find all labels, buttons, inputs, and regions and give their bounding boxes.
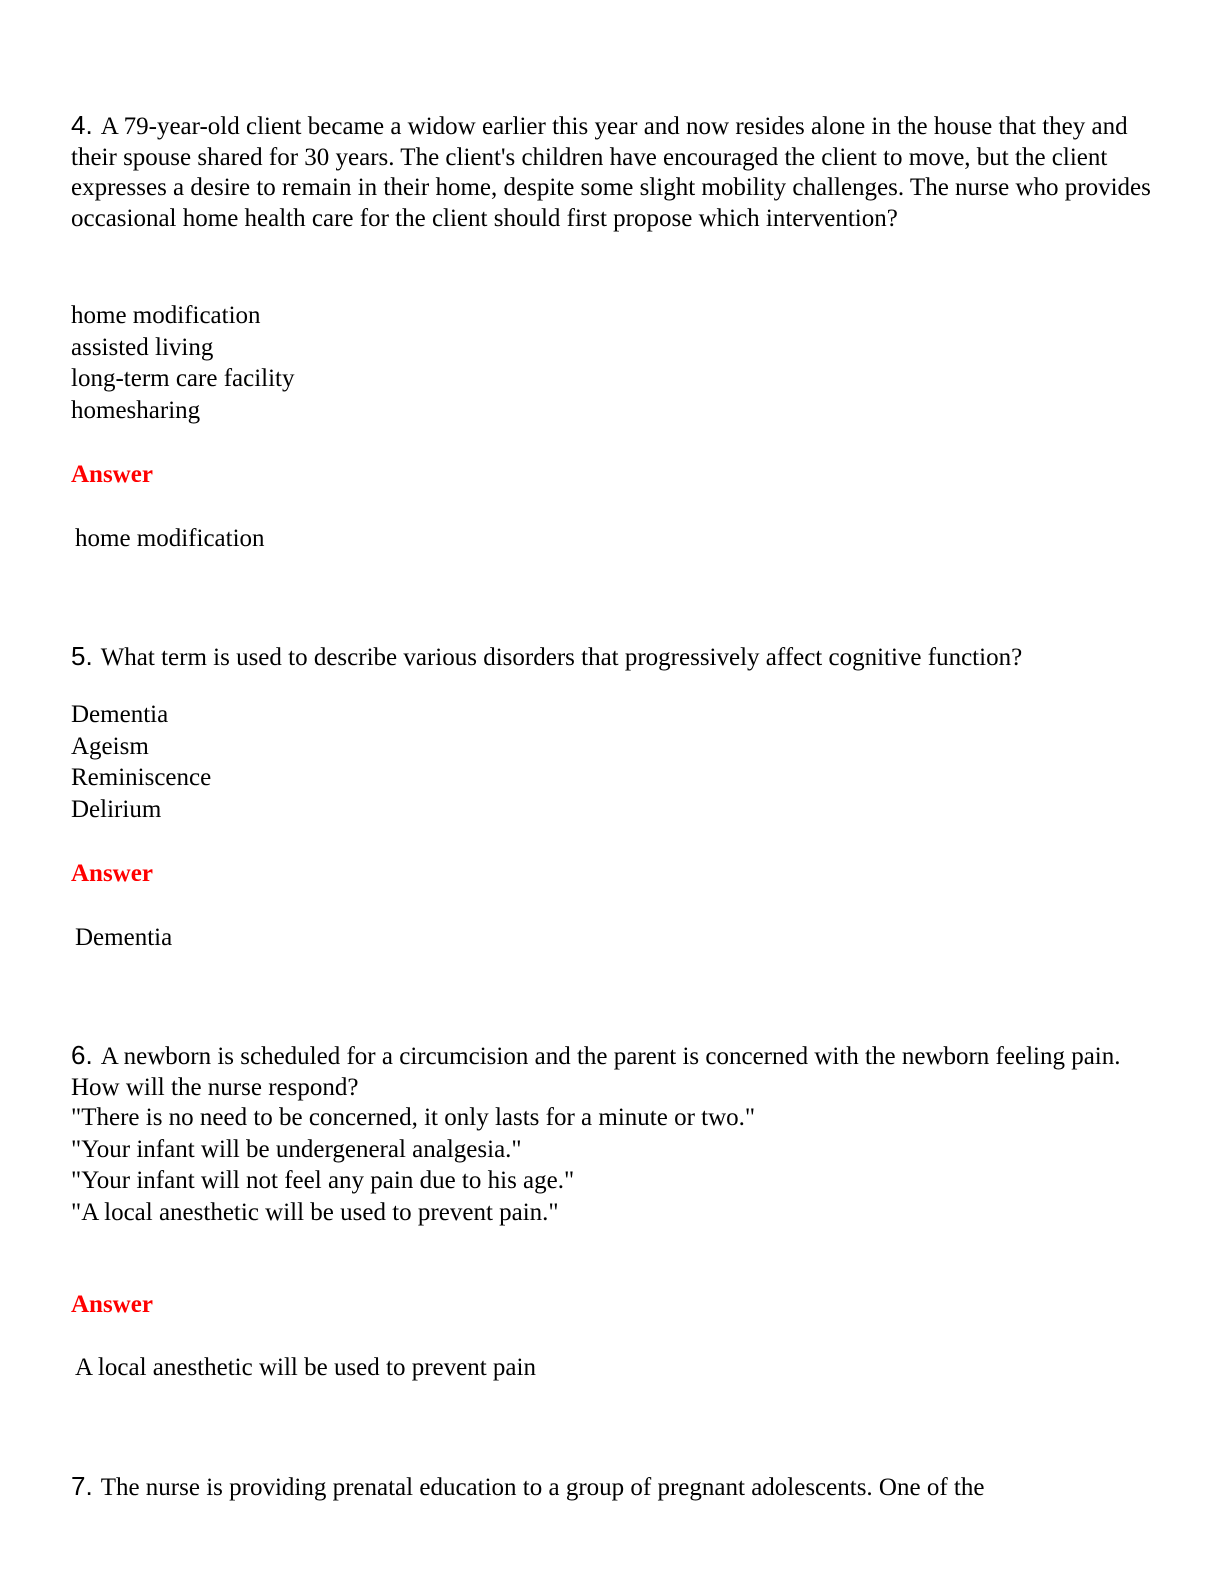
question-text: What term is used to describe various disorders that progressively affect cognitive function? <box>100 644 1023 671</box>
option-item: Ageism <box>71 732 149 760</box>
question-number: 7. <box>71 1471 93 1501</box>
option-item: home modification <box>71 302 261 329</box>
options-list <box>71 1102 755 1228</box>
option-item: "Your infant will be undergeneral analgesia." <box>71 1135 522 1163</box>
question-text: The nurse is providing prenatal education to a group of pregnant adolescents. One of the <box>100 1474 985 1501</box>
option-item: Reminiscence <box>71 764 212 791</box>
option-item: assisted living <box>71 333 214 361</box>
question-stem <box>71 1471 1151 1504</box>
answer-label: Answer <box>71 860 153 887</box>
question-number: 5. <box>71 641 93 671</box>
option-item: "There is no need to be concerned, it only lasts for a minute or two." <box>71 1104 756 1131</box>
answer-label: Answer <box>71 461 153 488</box>
question-number: 6. <box>71 1040 93 1070</box>
question-stem <box>71 110 1151 234</box>
option-item: "A local anesthetic will be used to prevent pain." <box>71 1198 559 1226</box>
answer-text: A local anesthetic will be used to prevent pain <box>75 1354 536 1381</box>
question-number: 4. <box>71 110 93 140</box>
answer-text: home modification <box>75 525 265 552</box>
answer-label: Answer <box>71 1291 153 1318</box>
question-stem <box>71 641 1151 674</box>
option-item: "Your infant will not feel any pain due to his age." <box>71 1167 575 1194</box>
options-list <box>71 300 295 426</box>
option-item: homesharing <box>71 396 201 424</box>
question-text: A 79-year-old client became a widow earlier this year and now resides alone in the house that they and their spouse shared for 30 years. The client's children have encouraged the client to move, but the client expresses a desire to remain in their home, despite some slight mobility challenges. The nurse who provides occasional home health care for the client should first propose which intervention? <box>71 113 1151 232</box>
options-list <box>71 699 211 825</box>
answer-text: Dementia <box>75 924 173 951</box>
option-item: long-term care facility <box>71 365 295 392</box>
question-6 <box>71 1040 1151 1381</box>
question-text: A newborn is scheduled for a circumcision and the parent is concerned with the newborn feeling pain. How will the nurse respond? <box>71 1043 1121 1101</box>
option-item: Dementia <box>71 701 169 728</box>
option-item: Delirium <box>71 795 162 823</box>
question-4 <box>71 110 1151 552</box>
question-stem <box>71 1040 1151 1103</box>
question-7 <box>71 1471 1151 1504</box>
question-5 <box>71 641 1151 951</box>
